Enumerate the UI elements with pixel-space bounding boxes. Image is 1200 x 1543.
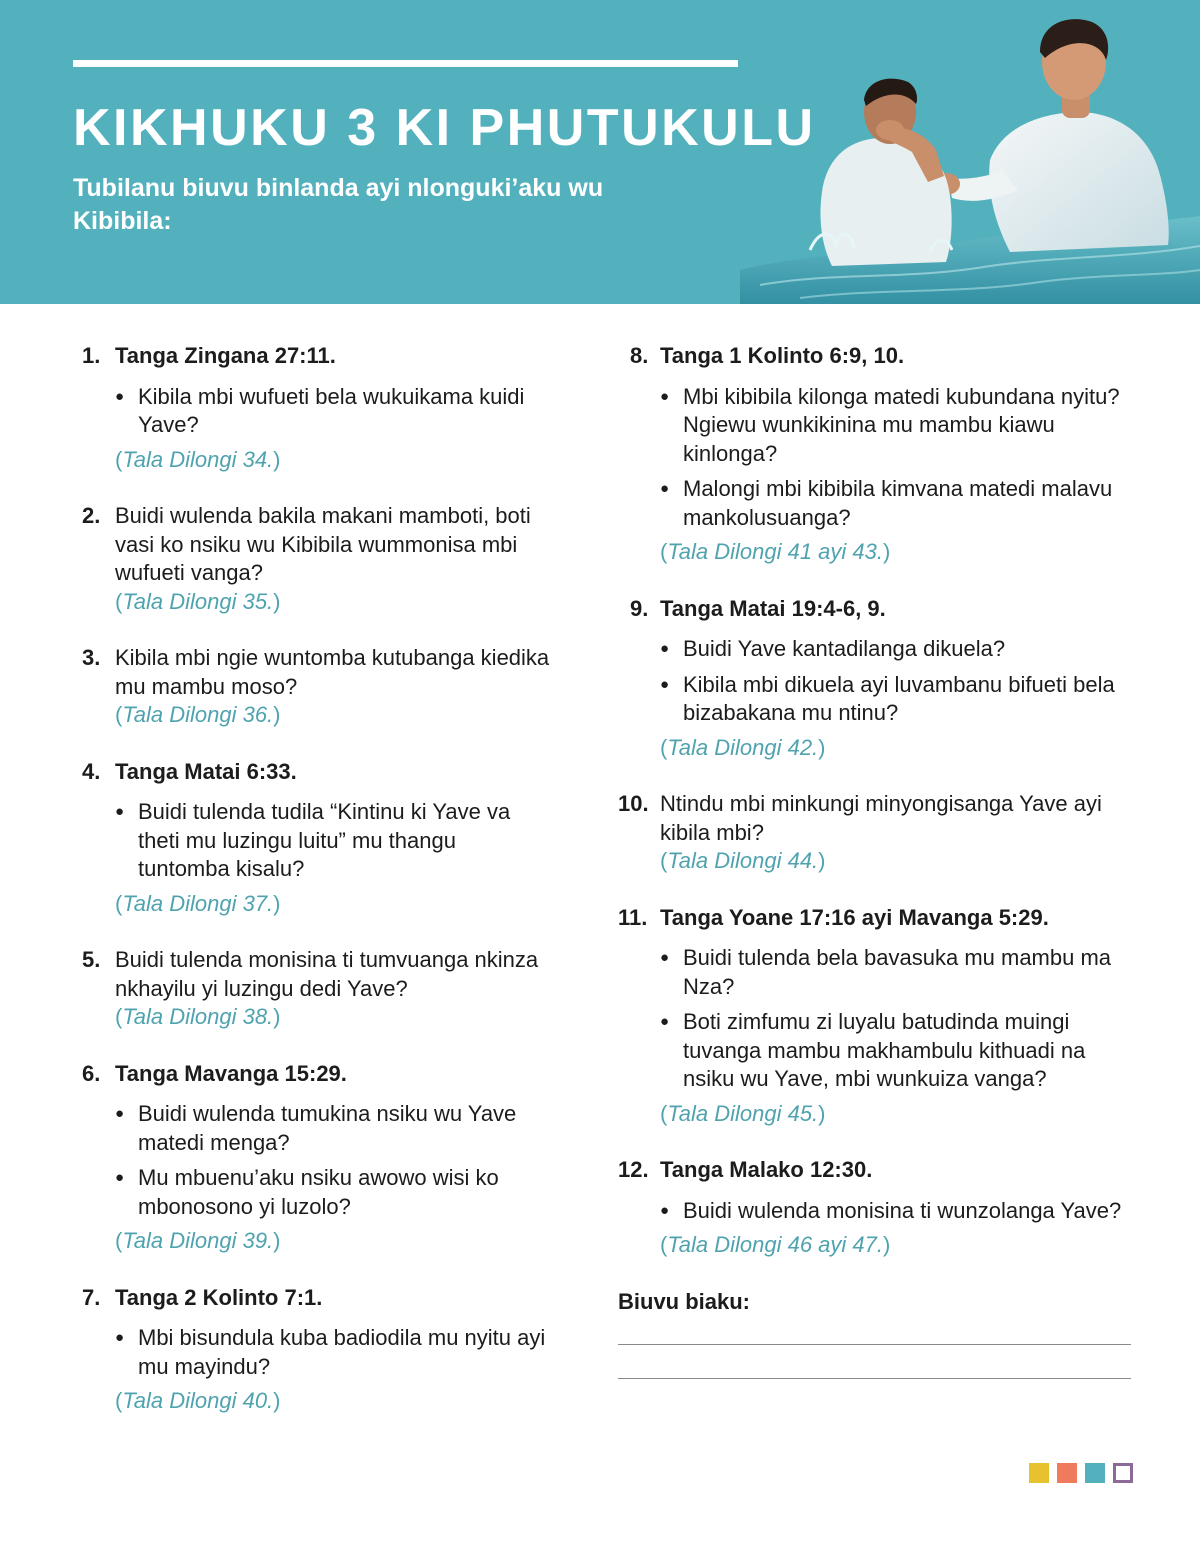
question-text: Tanga Matai 6:33. [115,758,297,784]
lesson-reference: (Tala Dilongi 46 ayi 47.) [660,1232,891,1257]
question-number: 5. [82,947,101,972]
question-bullet: ● Buidi wulenda monisina ti wunzolanga Yave? [660,1197,1138,1226]
yellow-square [1029,1463,1049,1483]
lesson-reference: (Tala Dilongi 35.) [115,588,281,614]
question-number: 8. [630,343,649,368]
header-rule [73,60,738,67]
question-bullet: ● Mbi bisundula kuba badiodila mu nyitu ayi mu mayindu? [115,1324,552,1381]
question-bullet: ● Kibila mbi wufueti bela wukuikama kuidi Yave? [115,383,552,440]
question-bullet: ● Mbi kibibila kilonga matedi kubundana nyitu? Ngiewu wunkikinina mu mambu kiawu kinlonga? [660,383,1138,469]
lesson-reference: (Tala Dilongi 41 ayi 43.) [660,539,891,564]
question-number: 4. [82,758,101,784]
lesson-reference: (Tala Dilongi 34.) [115,446,281,472]
question-text: Ntindu mbi minkungi minyongisanga Yave ayi kibila mbi? [660,791,1102,845]
question-number: 12. [618,1157,649,1182]
question-bullet: ● Malongi mbi kibibila kimvana matedi malavu mankolusuanga? [660,475,1138,532]
lesson-reference: (Tala Dilongi 44.) [660,848,826,873]
question-text: Tanga Mavanga 15:29. [115,1060,347,1086]
question-number: 6. [82,1060,101,1086]
question-6 [82,1060,552,1256]
question-text: Tanga Matai 19:4-6, 9. [660,595,886,621]
notes-label: Biuvu biaku: [618,1288,751,1314]
question-number: 1. [82,343,101,368]
question-5 [82,946,552,1032]
question-3 [82,644,552,730]
question-11 [618,904,1138,1129]
question-text: Tanga 2 Kolinto 7:1. [115,1284,323,1310]
question-bullet: ● Buidi Yave kantadilanga dikuela? [660,635,1138,664]
page-subtitle: Tubilanu biuvu binlanda ayi nlonguki’aku wu Kibibila: [73,174,604,235]
question-bullet: ● Buidi tulenda tudila “Kintinu ki Yave va theti mu luzingu luitu” mu thangu tuntomba kisalu? [115,798,552,884]
header-banner [0,0,1200,304]
lesson-reference: (Tala Dilongi 38.) [115,1004,281,1029]
lesson-reference: (Tala Dilongi 42.) [660,734,826,760]
question-text: Tanga Zingana 27:11. [115,343,336,368]
question-text: Tanga Malako 12:30. [660,1157,873,1182]
page-title: KIKHUKU 3 KI PHUTUKULU [73,99,816,157]
question-12 [618,1156,1138,1260]
questions-right-column [618,342,1138,1379]
question-7 [82,1284,552,1416]
purple-outline-square [1113,1463,1133,1483]
questions-left-column [82,342,552,1444]
question-number: 11. [618,904,648,930]
notes-line[interactable] [618,1344,1131,1345]
question-text: Kibila mbi ngie wuntomba kutubanga kiedika mu mambu moso? [115,645,550,699]
question-text: Tanga 1 Kolinto 6:9, 10. [660,343,905,368]
question-number: 2. [82,503,101,528]
color-squares [1029,1463,1133,1483]
baptism-illustration [740,0,1200,304]
teal-square [1085,1463,1105,1483]
question-1 [82,342,552,474]
question-2 [82,502,552,616]
question-number: 9. [630,595,649,621]
question-8 [618,342,1138,567]
question-bullet: ● Kibila mbi dikuela ayi luvambanu bifueti bela bizabakana mu ntinu? [660,671,1138,728]
question-number: 3. [82,645,101,670]
question-bullet: ● Buidi wulenda tumukina nsiku wu Yave matedi menga? [115,1100,552,1157]
lesson-reference: (Tala Dilongi 45.) [660,1100,826,1126]
orange-square [1057,1463,1077,1483]
question-9 [618,595,1138,763]
question-bullet: ● Mu mbuenu’aku nsiku awowo wisi ko mbonosono yi luzolo? [115,1164,552,1221]
lesson-reference: (Tala Dilongi 39.) [115,1228,281,1253]
lesson-reference: (Tala Dilongi 37.) [115,890,281,916]
question-text: Buidi tulenda monisina ti tumvuanga nkinza nkhayilu yi luzingu dedi Yave? [115,947,539,1001]
question-text: Tanga Yoane 17:16 ayi Mavanga 5:29. [660,904,1049,930]
lesson-reference: (Tala Dilongi 40.) [115,1388,281,1413]
notes-line[interactable] [618,1378,1131,1379]
lesson-reference: (Tala Dilongi 36.) [115,702,281,727]
question-number: 7. [82,1284,101,1310]
question-text: Buidi wulenda bakila makani mamboti, boti vasi ko nsiku wu Kibibila wummonisa mbi wufueti vanga? [115,503,531,585]
question-number: 10. [618,791,649,816]
question-10 [618,790,1138,876]
question-bullet: ● Boti zimfumu zi luyalu batudinda muingi tuvanga mambu makhambulu kithuadi na nsiku wu Yave, mbi wunkuiza vanga? [660,1008,1138,1094]
question-4 [82,758,552,919]
question-bullet: ● Buidi tulenda bela bavasuka mu mambu ma Nza? [660,944,1138,1001]
